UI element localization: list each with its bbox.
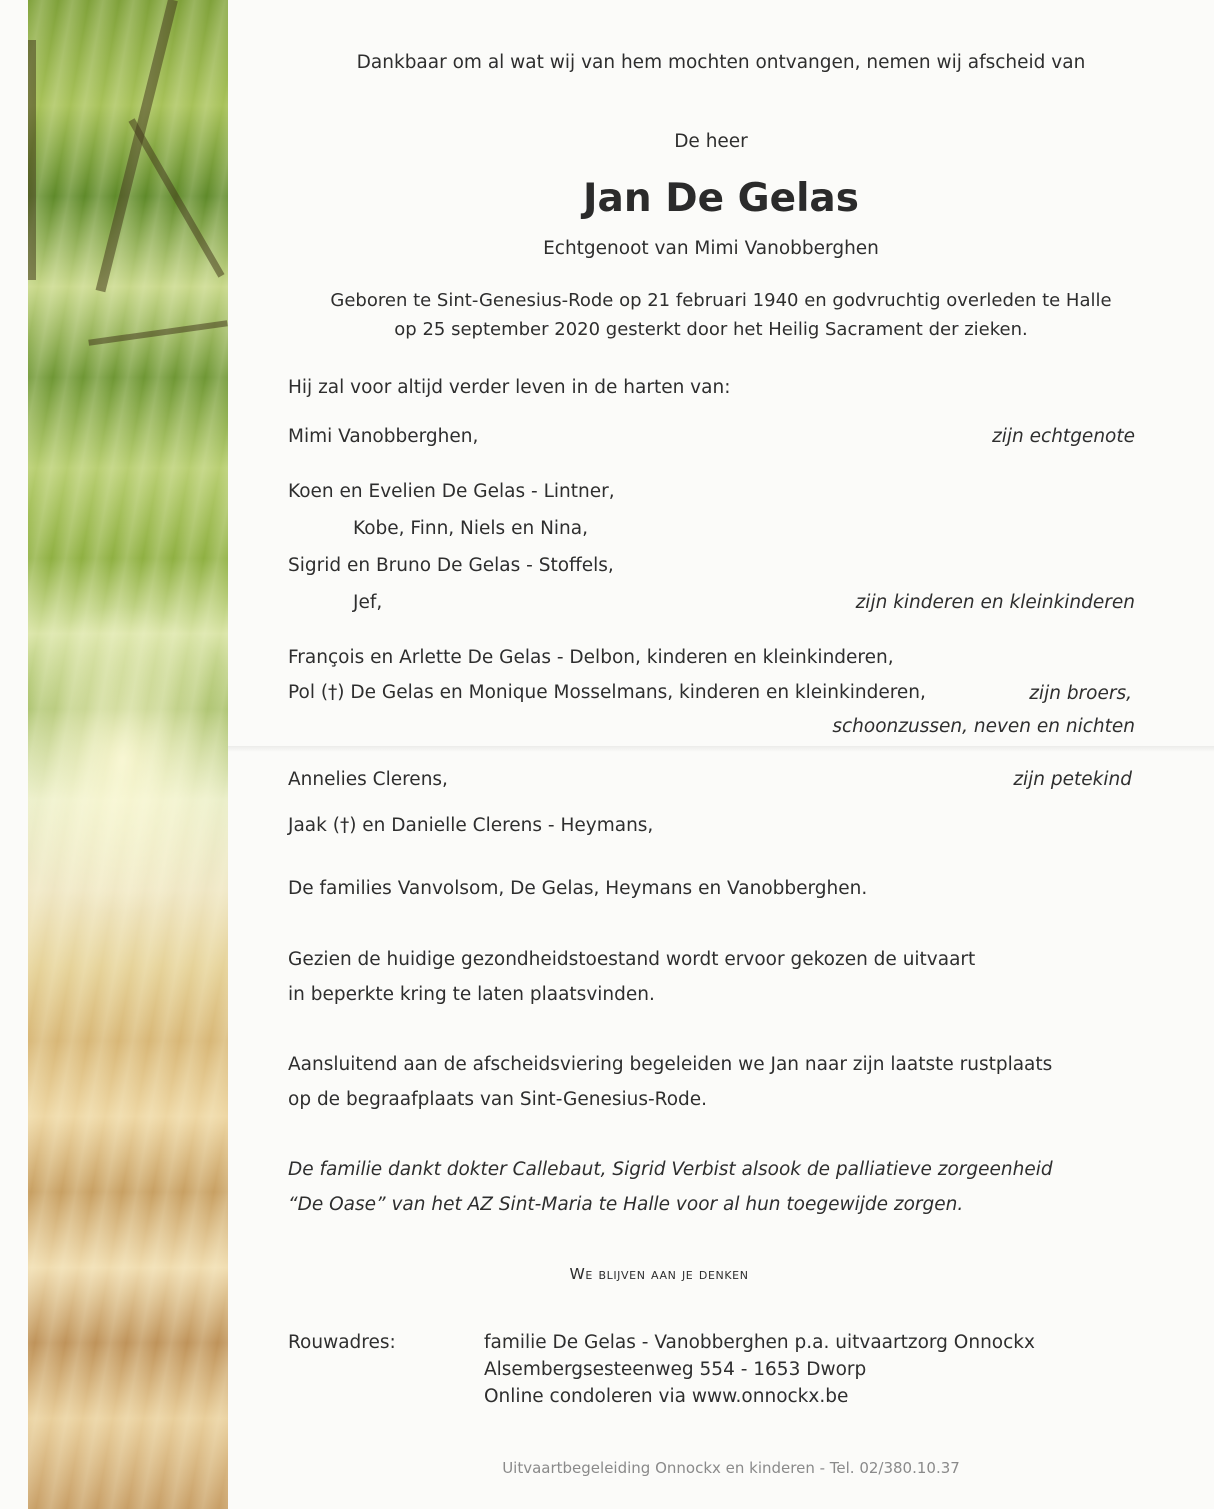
address-line-2: Alsembergsesteenweg 554 - 1653 Dworp: [484, 1359, 867, 1380]
godchild-role: zijn petekind: [1013, 769, 1132, 790]
godchild-parents: Jaak (†) en Danielle Clerens - Heymans,: [288, 815, 654, 836]
spouse-line: Echtgenoot van Mimi Vanobberghen: [543, 238, 879, 259]
grandchildren-entry: Kobe, Finn, Niels en Nina,: [353, 518, 588, 539]
address-line-3: Online condoleren via www.onnockx.be: [484, 1386, 849, 1407]
sibling-entry: Pol (†) De Gelas en Monique Mosselmans, kinderen en kleinkinderen,: [288, 682, 926, 703]
health-notice-1: Gezien de huidige gezondheidstoestand wordt ervoor gekozen de uitvaart: [288, 949, 976, 970]
motto: We blijven aan je denken: [569, 1265, 749, 1283]
address-line-1: familie De Gelas - Vanobberghen p.a. uitvaartzorg Onnockx: [484, 1332, 1035, 1353]
child-entry: Sigrid en Bruno De Gelas - Stoffels,: [288, 555, 614, 576]
footer-text: Uitvaartbegeleiding Onnockx en kinderen - Tel. 02/380.10.37: [502, 1459, 960, 1477]
thanks-line-1: De familie dankt dokter Callebaut, Sigrid Verbist alsook de palliatieve zorgeenheid: [288, 1159, 1053, 1180]
tree-trunk: [28, 40, 36, 280]
grandchildren-entry: Jef,: [353, 592, 383, 613]
intro-text: Dankbaar om al wat wij van hem mochten ontvangen, nemen wij afscheid van: [356, 52, 1086, 73]
health-notice-2: in beperkte kring te laten plaatsvinden.: [288, 984, 655, 1005]
burial-notice-1: Aansluitend aan de afscheidsviering begeleiden we Jan naar zijn laatste rustplaats: [288, 1054, 1053, 1075]
siblings-role-1: zijn broers,: [1029, 683, 1132, 704]
children-role: zijn kinderen en kleinkinderen: [855, 592, 1135, 613]
thanks-line-2: “De Oase” van het AZ Sint-Maria te Halle voor al hun toegewijde zorgen.: [288, 1194, 964, 1215]
child-entry: Koen en Evelien De Gelas - Lintner,: [288, 481, 615, 502]
godchild-entry: Annelies Clerens,: [288, 769, 448, 790]
burial-notice-2: op de begraafplaats van Sint-Genesius-Rode.: [288, 1089, 708, 1110]
forest-path-photo: [28, 0, 228, 1509]
sibling-entry: François en Arlette De Gelas - Delbon, kinderen en kleinkinderen,: [288, 647, 894, 668]
sun-rays: [28, 0, 228, 1509]
family-intro: Hij zal voor altijd verder leven in de harten van:: [288, 377, 731, 398]
siblings-role-2: schoonzussen, neven en nichten: [832, 716, 1135, 737]
birth-line-1: Geboren te Sint-Genesius-Rode op 21 februari 1940 en godvruchtig overleden te Halle: [330, 290, 1112, 311]
spouse-role: zijn echtgenote: [992, 426, 1135, 447]
spouse-entry: Mimi Vanobberghen,: [288, 426, 479, 447]
fold-line: [228, 746, 1214, 752]
deceased-name: Jan De Gelas: [583, 176, 859, 221]
families-line: De families Vanvolsom, De Gelas, Heymans en Vanobberghen.: [288, 878, 868, 899]
address-label: Rouwadres:: [288, 1332, 396, 1353]
birth-line-2: op 25 september 2020 gesterkt door het Heilig Sacrament der zieken.: [394, 319, 1028, 340]
title-text: De heer: [674, 131, 748, 152]
